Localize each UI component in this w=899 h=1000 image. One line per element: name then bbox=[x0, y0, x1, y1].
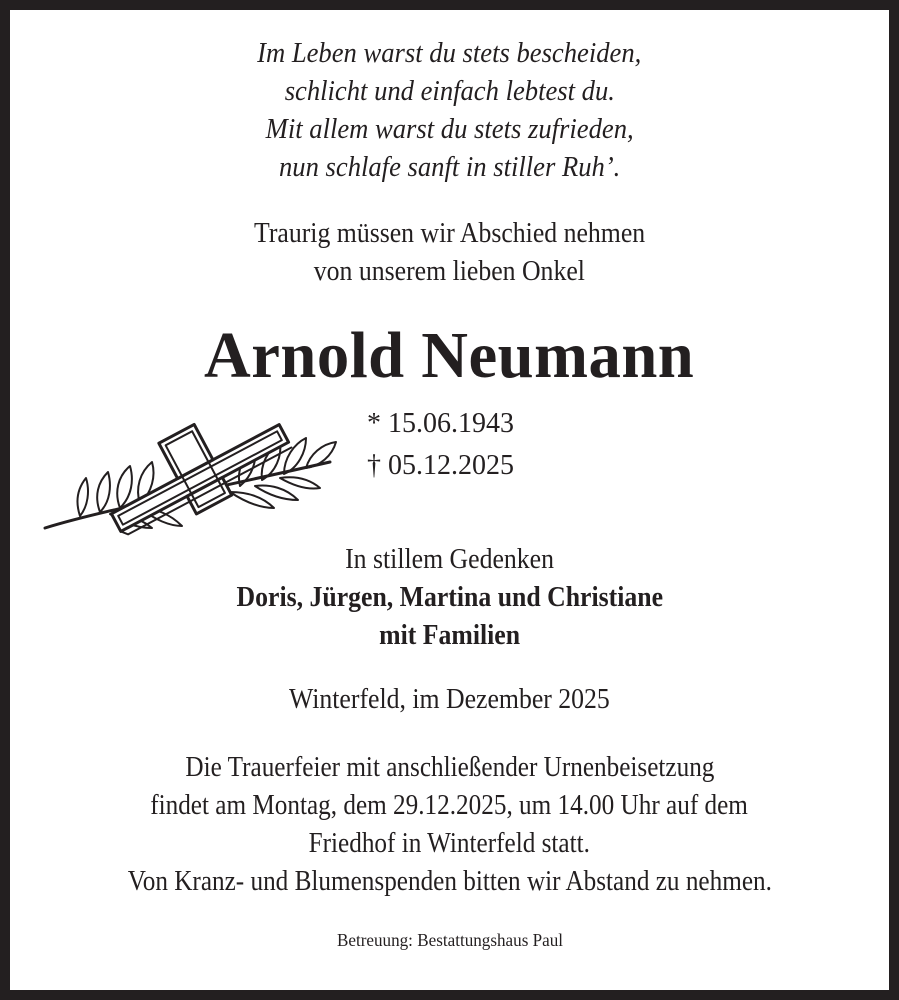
cross-with-palm-branch-icon bbox=[40, 416, 340, 556]
notice-line-3: Friedhof in Winterfeld statt. bbox=[308, 828, 591, 859]
notice-line-2: findet am Montag, dem 29.12.2025, um 14.00 Uhr auf dem bbox=[150, 790, 749, 821]
poem-line-3: Mit allem warst du stets zufrieden, bbox=[265, 114, 634, 145]
mourner-names: Doris, Jürgen, Martina und Christiane bbox=[236, 582, 663, 613]
notice-line-1: Die Trauerfeier mit anschließender Urnenbeisetzung bbox=[184, 752, 715, 783]
undertaker-credit: Betreuung: Bestattungshaus Paul bbox=[336, 930, 563, 950]
poem-line-1: Im Leben warst du stets bescheiden, bbox=[257, 38, 642, 69]
obituary-card bbox=[10, 10, 889, 990]
death-date: † 05.12.2025 bbox=[367, 450, 514, 481]
poem-line-4: nun schlafe sanft in stiller Ruh’. bbox=[278, 152, 621, 183]
place-date: Winterfeld, im Dezember 2025 bbox=[289, 684, 610, 715]
deceased-name: Arnold Neumann bbox=[204, 319, 695, 392]
mourner-families: mit Familien bbox=[379, 620, 520, 651]
notice-line-4: Von Kranz- und Blumenspenden bitten wir Abstand zu nehmen. bbox=[127, 866, 772, 897]
poem-line-2: schlicht und einfach lebtest du. bbox=[284, 76, 615, 107]
gedenken-line: In stillem Gedenken bbox=[345, 544, 554, 575]
intro-line-1: Traurig müssen wir Abschied nehmen bbox=[253, 218, 646, 249]
intro-line-2: von unserem lieben Onkel bbox=[313, 256, 586, 287]
birth-date: * 15.06.1943 bbox=[367, 408, 514, 439]
